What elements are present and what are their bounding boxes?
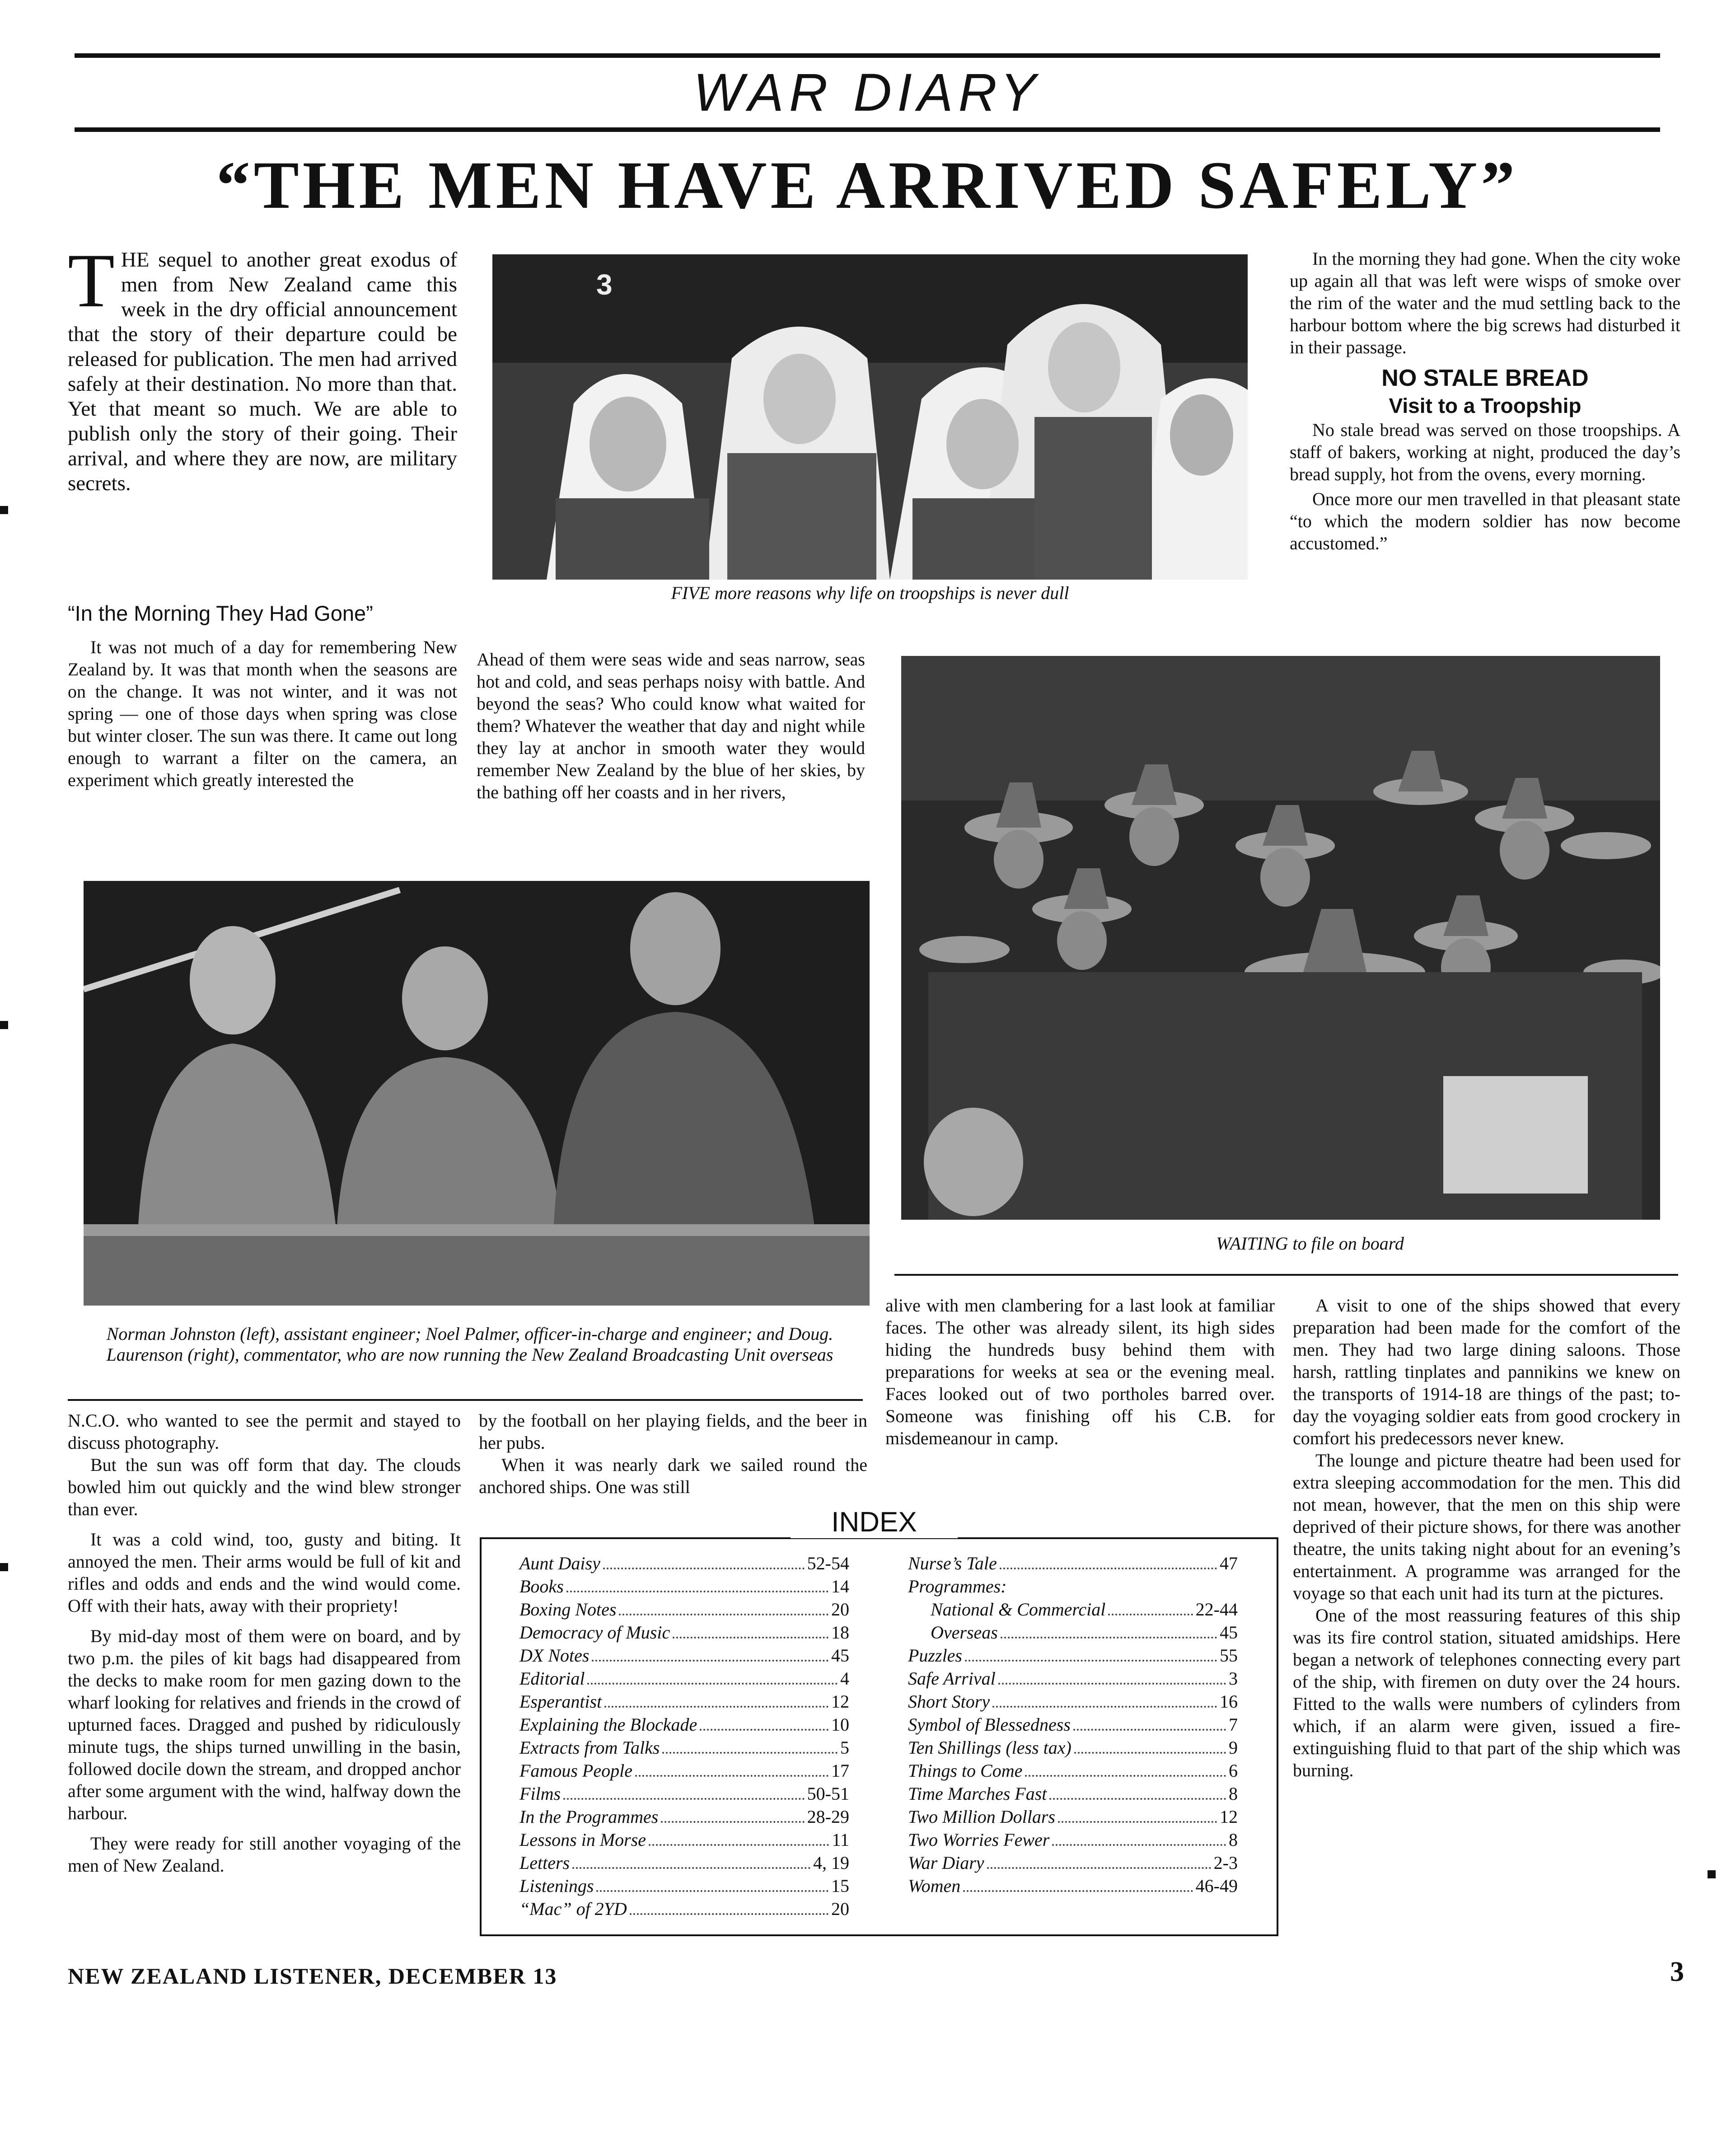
headline: “THE MEN HAVE ARRIVED SAFELY” — [216, 148, 1519, 223]
index-entry-label: Democracy of Music — [519, 1622, 670, 1643]
index-entry — [908, 1713, 1238, 1736]
index-leader-dots — [1108, 1598, 1193, 1615]
index-leader-dots — [963, 1874, 1193, 1892]
index-leader-dots — [566, 1575, 828, 1592]
index-entry-label: Time Marches Fast — [908, 1784, 1047, 1804]
section-rule — [75, 127, 1660, 132]
col2-para: Ahead of them were seas wide and seas narrow, seas hot and cold, and seas perhaps noisy with battle. And beyond the seas? Who could know what waited for them? Whatever the weather that day and night while they lay at anchor in smooth water they would remember New Zealand by the blue of her skies, by the bathing off her coasts and in her rivers, — [477, 649, 865, 802]
lede-paragraph — [68, 238, 457, 496]
index-entry-page: 20 — [831, 1899, 849, 1919]
bc4-p3: One of the most reassuring features of this ship was its fire control station, situated amidships. Here began a network of telephones connecting every part of the ship, with firemen on duty over the 24 hours. Fitted to the walls were numbers of cylinders from which, if an alarm were given, issued a fire-extinguishing fluid to that part of the ship which was burning. — [1293, 1605, 1680, 1780]
index-entry — [908, 1621, 1238, 1644]
index-entry-page: 55 — [1220, 1645, 1238, 1666]
index-entry — [519, 1667, 849, 1690]
index-entry-label: “Mac” of 2YD — [519, 1899, 627, 1919]
drop-cap: T — [68, 238, 115, 323]
index-entry-label: Overseas — [931, 1622, 998, 1643]
index-entry-label: Boxing Notes — [519, 1599, 617, 1620]
index-entry-label: Esperantist — [519, 1691, 602, 1712]
bc4-p1: A visit to one of the ships showed that every preparation had been made for the comfort of the men. They had two large dining saloons. Those harsh, rattling tinplates and pannikins we knew on the transports of 1914-18 are things of the past; to-day the voyaging soldier eats from good crockery in comfort his predecessors never knew. — [1293, 1295, 1680, 1448]
publication-footer: NEW ZEALAND LISTENER, DECEMBER 13 — [68, 1963, 557, 1989]
index-entry-label: Lessons in Morse — [519, 1830, 646, 1850]
index-leader-dots — [965, 1644, 1217, 1662]
index-entry-page: 28-29 — [807, 1807, 849, 1827]
index-entry — [519, 1736, 849, 1759]
index-entry-page: 5 — [840, 1737, 849, 1758]
index-entry — [519, 1828, 849, 1851]
index-leader-dots — [661, 1805, 804, 1823]
index-entry-page: 15 — [831, 1876, 849, 1896]
index-entry — [519, 1713, 849, 1736]
bottom-col-2 — [479, 1409, 867, 1498]
index-entry-page: 2-3 — [1213, 1853, 1238, 1873]
index-entry — [519, 1897, 849, 1920]
index-entry-page: 12 — [831, 1691, 849, 1712]
index-entry — [519, 1782, 849, 1805]
index-leader-dots — [998, 1667, 1226, 1685]
index-entry-page: 7 — [1229, 1714, 1238, 1735]
index-entry-page: 8 — [1229, 1784, 1238, 1804]
index-entry-page: 12 — [1220, 1807, 1238, 1827]
index-left-column — [519, 1552, 849, 1920]
index-leader-dots — [619, 1598, 828, 1615]
index-entry-label: In the Programmes — [519, 1807, 659, 1827]
bottom-col-3 — [885, 1294, 1275, 1449]
index-entry-label: Puzzles — [908, 1645, 962, 1666]
index-entry-page: 46-49 — [1195, 1876, 1238, 1896]
col1-para: It was not much of a day for remembering New Zealand by. It was that month when the seasons are on the change. It was not winter, and it was not spring — one of those days when spring was close but winter closer. The sun was there. It came out long enough to warrant a filter on the camera, an experiment which greatly interested the — [68, 637, 457, 790]
index-entry — [519, 1759, 849, 1782]
index-leader-dots — [662, 1736, 838, 1754]
index-entry-label: Women — [908, 1876, 961, 1896]
index-entry — [519, 1621, 849, 1644]
index-entry-label: Aunt Daisy — [519, 1553, 600, 1573]
right-para-3: Once more our men travelled in that pleasant state “to which the modern soldier has now become accustomed.” — [1290, 489, 1680, 553]
index-entry-label: Nurse’s Tale — [908, 1553, 997, 1573]
index-entry-label: War Diary — [908, 1853, 984, 1873]
index-entry-label: Safe Arrival — [908, 1668, 996, 1689]
index-leader-dots — [1073, 1713, 1226, 1731]
index-entry — [519, 1874, 849, 1897]
bc2-p2: When it was nearly dark we sailed round the anchored ships. One was still — [479, 1455, 867, 1497]
bc2-p1: by the football on her playing fields, and the beer in her pubs. — [479, 1410, 867, 1453]
margin-mark — [0, 1563, 8, 1571]
lede-text: HE sequel to another great exodus of men from New Zealand came this week in the dry official announcement that the story of their departure could be released for publication. The men had arrived safely at their destination. No more than that. Yet that meant so much. We are able to publish only the story of their going. Their arrival, and where they are now, are military secrets. — [68, 248, 457, 495]
index-leader-dots — [1058, 1805, 1217, 1823]
index-entry-page: 45 — [1220, 1622, 1238, 1643]
index-entry — [519, 1690, 849, 1713]
bc4-p2: The lounge and picture theatre had been used for extra sleeping accommodation for the men. This did not mean, however, that the men on this ship were deprived of their picture shows, for there was another theatre, the units taking night about for an evening’s entertainment. A programme was arranged for the voyage so that each unit had its turn at the pictures. — [1293, 1450, 1680, 1603]
index-entry-label: Ten Shillings (less tax) — [908, 1737, 1072, 1758]
photo-number: 3 — [596, 268, 613, 301]
index-entry-page: 47 — [1220, 1553, 1238, 1573]
index-entry-page: 22-44 — [1195, 1599, 1238, 1620]
index-entry — [908, 1828, 1238, 1851]
index-leader-dots — [992, 1690, 1217, 1708]
margin-mark — [0, 1021, 8, 1029]
page-number: 3 — [1670, 1957, 1684, 1987]
bc1-p2: But the sun was off form that day. The clouds bowled him out quickly and the wind blew stronger than ever. — [68, 1455, 461, 1519]
index-entry-label: Books — [519, 1576, 564, 1596]
index-leader-dots — [1049, 1782, 1226, 1800]
index-entry — [519, 1575, 849, 1598]
broadcasting-unit-caption: Norman Johnston (left), assistant engineer; Noel Palmer, officer-in-charge and engineer; and Doug. Laurenson (right), commentator, who are now running the New Zealand Broadcasting Unit overseas — [106, 1324, 833, 1365]
bc1-p4: By mid-day most of them were on board, and by two p.m. the piles of kit bags had disappeared from the decks to make room for men gazing down to the wharf looking for relatives and friends in the crowd of upturned faces. Dragged and pushed by ridiculously minute tugs, the ships turned unwilling in the basin, followed docile down the stream, and dropped anchor after some argument with the wind, halfway down the harbour. — [68, 1626, 461, 1823]
index-entry-label: National & Commercial — [931, 1599, 1106, 1620]
nurses-caption: FIVE more reasons why life on troopships is never dull — [671, 583, 1069, 603]
waiting-photo — [901, 656, 1660, 1220]
index-entry-page: 52-54 — [807, 1553, 849, 1573]
index-entry-label: Famous People — [519, 1760, 632, 1781]
index-entry-label: Two Million Dollars — [908, 1807, 1055, 1827]
index-entry — [908, 1575, 1238, 1598]
index-entry — [519, 1805, 849, 1828]
index-leader-dots — [987, 1851, 1211, 1869]
index-entry-page: 18 — [831, 1622, 849, 1643]
index-leader-dots — [1000, 1552, 1217, 1569]
section-title: WAR DIARY — [693, 63, 1042, 122]
index-entry-label: Short Story — [908, 1691, 990, 1712]
index-leader-dots — [572, 1851, 810, 1869]
index-entry-page: 45 — [831, 1645, 849, 1666]
troopship-subheading: Visit to a Troopship — [1389, 394, 1582, 417]
index-entry-page: 4, 19 — [813, 1853, 849, 1873]
index-entry-page: 20 — [831, 1599, 849, 1620]
index-entry-page: 4 — [840, 1668, 849, 1689]
col1-subhead: “In the Morning They Had Gone” — [68, 601, 373, 625]
index-entry-label: Two Worries Fewer — [908, 1830, 1050, 1850]
index-entry — [908, 1851, 1238, 1874]
index-entry-label: DX Notes — [519, 1645, 590, 1666]
index-leader-dots — [603, 1552, 805, 1569]
bc1-p5: They were ready for still another voyaging of the men of New Zealand. — [68, 1833, 461, 1876]
index-entry — [908, 1690, 1238, 1713]
index-leader-dots — [1025, 1759, 1226, 1777]
divider-left — [68, 1399, 863, 1401]
bc1-p1: N.C.O. who wanted to see the permit and stayed to discuss photography. — [68, 1410, 461, 1453]
index-entry — [908, 1874, 1238, 1897]
index-entry-label: Listenings — [519, 1876, 594, 1896]
margin-mark — [1708, 1870, 1716, 1878]
index-entry-page: 10 — [831, 1714, 849, 1735]
index-entry-page: 8 — [1229, 1830, 1238, 1850]
index-leader-dots — [1052, 1828, 1226, 1846]
bottom-col-4 — [1293, 1294, 1680, 1781]
index-leader-dots — [635, 1759, 828, 1777]
bc3-p1: alive with men clambering for a last look at familiar faces. The other was already silent, its high sides hiding the hundreds busy behind them with preparations for weeks at sea or the evening meal. Faces looked out of two portholes barred over. Someone was finishing off his C.B. for misdemeanour in camp. — [885, 1295, 1275, 1448]
index-right-column — [908, 1552, 1238, 1897]
index-entry-label: Editorial — [519, 1668, 585, 1689]
index-entry — [908, 1598, 1238, 1621]
col2-top — [477, 648, 865, 803]
index-entry-label: Programmes: — [908, 1576, 1007, 1596]
index-entry — [519, 1598, 849, 1621]
index-leader-dots — [563, 1782, 805, 1800]
index-leader-dots — [649, 1828, 829, 1846]
index-entry — [908, 1805, 1238, 1828]
index-entry — [908, 1644, 1238, 1667]
index-leader-dots — [700, 1713, 828, 1731]
index-entry — [908, 1782, 1238, 1805]
index-entry — [908, 1667, 1238, 1690]
index-entry-page: 11 — [832, 1830, 849, 1850]
index-entry-page: 50-51 — [807, 1784, 849, 1804]
index-entry — [519, 1644, 849, 1667]
index-entry-page: 16 — [1220, 1691, 1238, 1712]
bc1-p3: It was a cold wind, too, gusty and biting. It annoyed the men. Their arms would be full of kit and rifles and odds and ends and the wind would come. Off with their hats, away with their propriety! — [68, 1529, 461, 1616]
index-entry-page: 9 — [1229, 1737, 1238, 1758]
index-leader-dots — [1001, 1621, 1217, 1638]
index-title: INDEX — [791, 1507, 958, 1538]
index-entry-label: Letters — [519, 1853, 570, 1873]
index-entry — [519, 1851, 849, 1874]
index-leader-dots — [630, 1897, 828, 1915]
margin-mark — [0, 506, 8, 514]
index-entry — [908, 1552, 1238, 1575]
index-leader-dots — [604, 1690, 828, 1708]
index-leader-dots — [673, 1621, 828, 1638]
index-entry-label: Explaining the Blockade — [519, 1714, 697, 1735]
index-entry-label: Symbol of Blessedness — [908, 1714, 1071, 1735]
index-leader-dots — [587, 1667, 838, 1685]
index-entry-page: 3 — [1229, 1668, 1238, 1689]
index-leader-dots — [596, 1874, 828, 1892]
index-entry — [908, 1759, 1238, 1782]
bottom-col-1 — [68, 1409, 461, 1877]
no-stale-bread-heading: NO STALE BREAD — [1381, 365, 1589, 391]
index-entry-page: 6 — [1229, 1760, 1238, 1781]
right-para-2: No stale bread was served on those troopships. A staff of bakers, working at night, produced the day’s bread supply, hot from the ovens, every morning. — [1290, 420, 1680, 484]
index-entry-label: Extracts from Talks — [519, 1737, 660, 1758]
index-entry-label: Films — [519, 1784, 561, 1804]
nurses-photo — [492, 254, 1248, 580]
index-entry — [519, 1552, 849, 1575]
col1-block — [68, 601, 457, 791]
index-entry-page: 17 — [831, 1760, 849, 1781]
index-entry — [908, 1736, 1238, 1759]
right-top-column — [1290, 248, 1680, 554]
top-rule — [75, 53, 1660, 58]
right-para-1: In the morning they had gone. When the city woke up again all that was left were wisps of smoke over the rim of the water and the mud settling back to the harbour bottom where the big screws had disturbed it in their passage. — [1290, 248, 1680, 357]
divider-right — [894, 1274, 1678, 1276]
index-entry-page: 14 — [831, 1576, 849, 1596]
index-leader-dots — [1074, 1736, 1226, 1754]
broadcasting-unit-photo — [84, 881, 870, 1306]
index-leader-dots — [592, 1644, 828, 1662]
index-entry-label: Things to Come — [908, 1760, 1023, 1781]
waiting-caption: WAITING to file on board — [1216, 1233, 1404, 1254]
